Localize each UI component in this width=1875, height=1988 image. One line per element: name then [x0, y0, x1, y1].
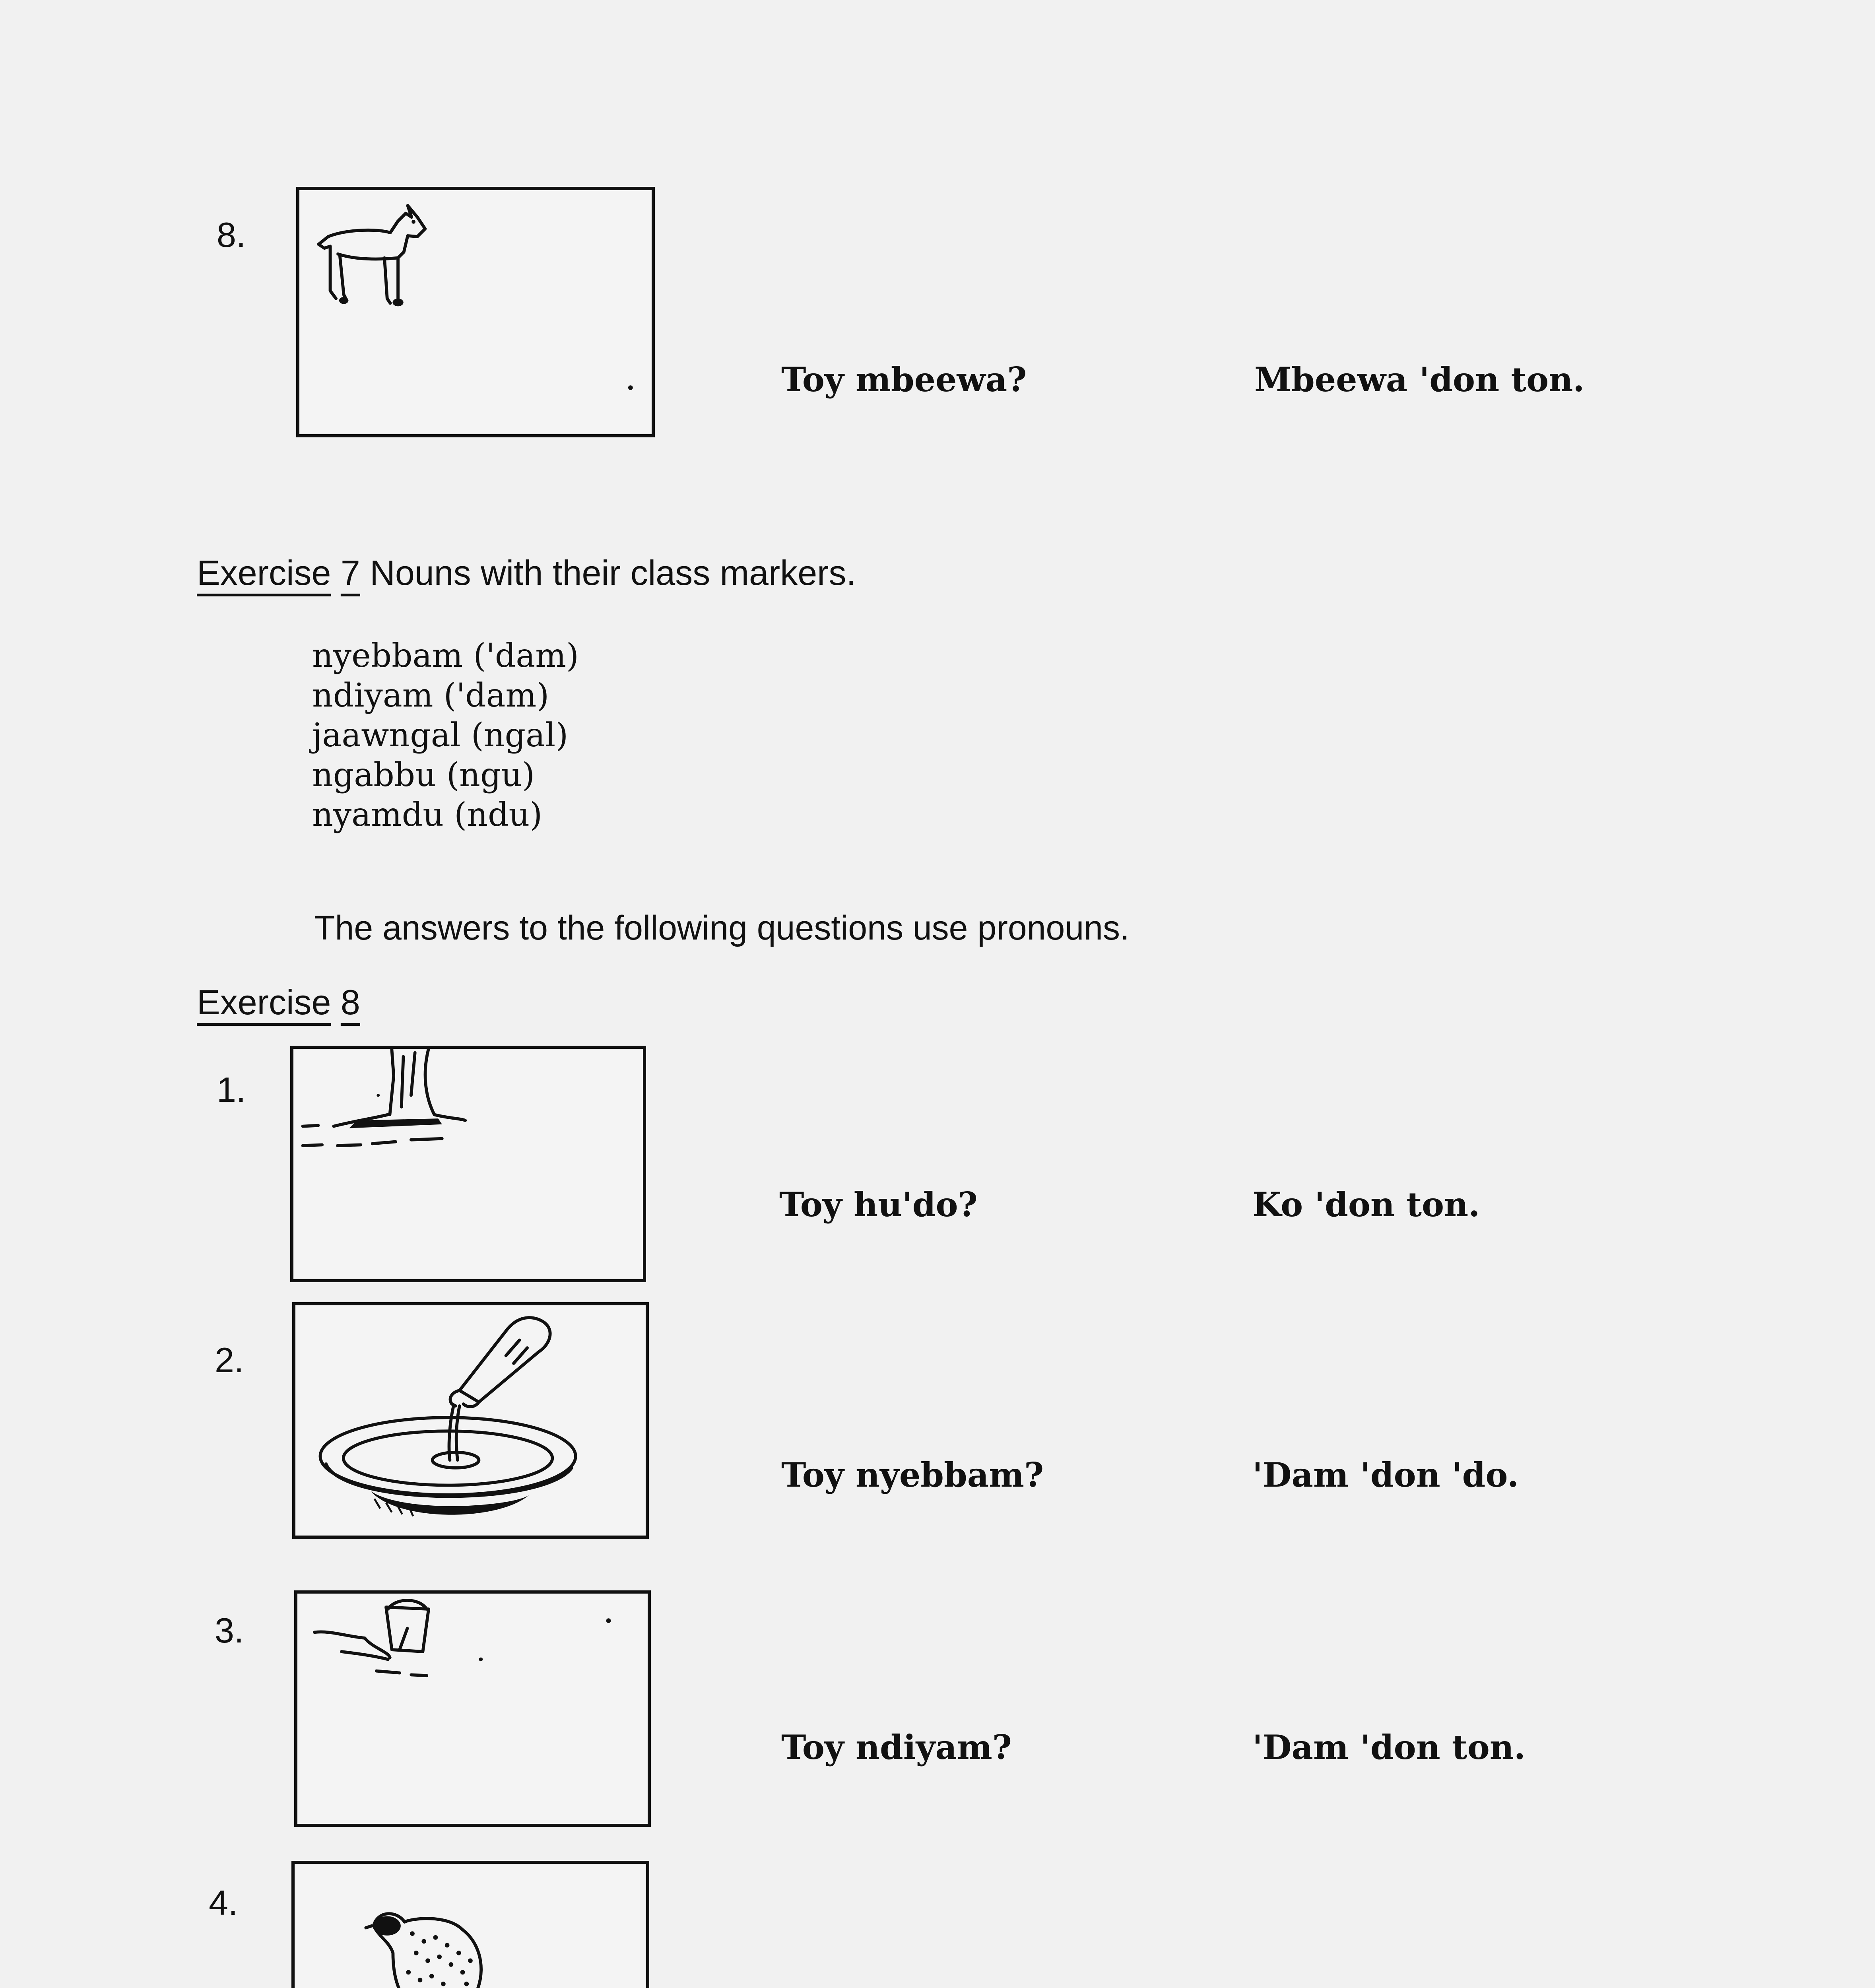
exercise-label: Exercise [197, 982, 331, 1022]
exercise-7-heading [197, 553, 856, 593]
bottle-and-bowl-drawing [295, 1305, 646, 1536]
question-text: Toy mbeewa? [781, 360, 1027, 399]
spilled-bucket-illustration [294, 1590, 651, 1827]
noun-item: jaawngal (ngal) [312, 716, 569, 754]
noun-list [312, 636, 579, 835]
noun-item: nyebbam ('dam) [312, 637, 579, 675]
guinea-fowl-drawing [295, 1864, 646, 1988]
exercise-label: Exercise [197, 553, 331, 592]
item-number: 1. [217, 1070, 246, 1109]
noun-item: ngabbu (ngu) [312, 756, 535, 794]
answer-text: 'Dam 'don 'do. [1252, 1455, 1519, 1495]
item-number: 3. [215, 1611, 244, 1650]
answer-text: Mbeewa 'don ton. [1254, 360, 1585, 399]
tree-illustration [290, 1046, 646, 1282]
answer-text: Ko 'don ton. [1252, 1185, 1480, 1224]
noun-item: ndiyam ('dam) [312, 677, 549, 714]
noun-item: nyamdu (ndu) [312, 796, 543, 834]
exercise-number: 7 [340, 553, 360, 592]
guinea-fowl-illustration [291, 1861, 649, 1988]
item-number: 4. [209, 1883, 238, 1922]
question-text: Toy ndiyam? [781, 1728, 1012, 1767]
item-number: 2. [215, 1340, 244, 1380]
answer-text: 'Dam 'don ton. [1252, 1728, 1526, 1767]
exercise-8-heading [197, 982, 360, 1023]
tree-drawing [293, 1049, 643, 1279]
instruction-text: The answers to the following questions use pronouns. [314, 909, 1130, 947]
bottle-pouring-into-bowl-illustration [292, 1302, 649, 1539]
question-text: Toy hu'do? [779, 1185, 978, 1224]
goat-illustration [296, 187, 655, 437]
exercise-title: Nouns with their class markers. [370, 553, 856, 592]
question-text: Toy nyebbam? [781, 1455, 1044, 1495]
bucket-drawing [297, 1594, 648, 1824]
item-number: 8. [217, 215, 246, 254]
exercise-number: 8 [340, 982, 360, 1022]
goat-drawing [299, 190, 652, 434]
